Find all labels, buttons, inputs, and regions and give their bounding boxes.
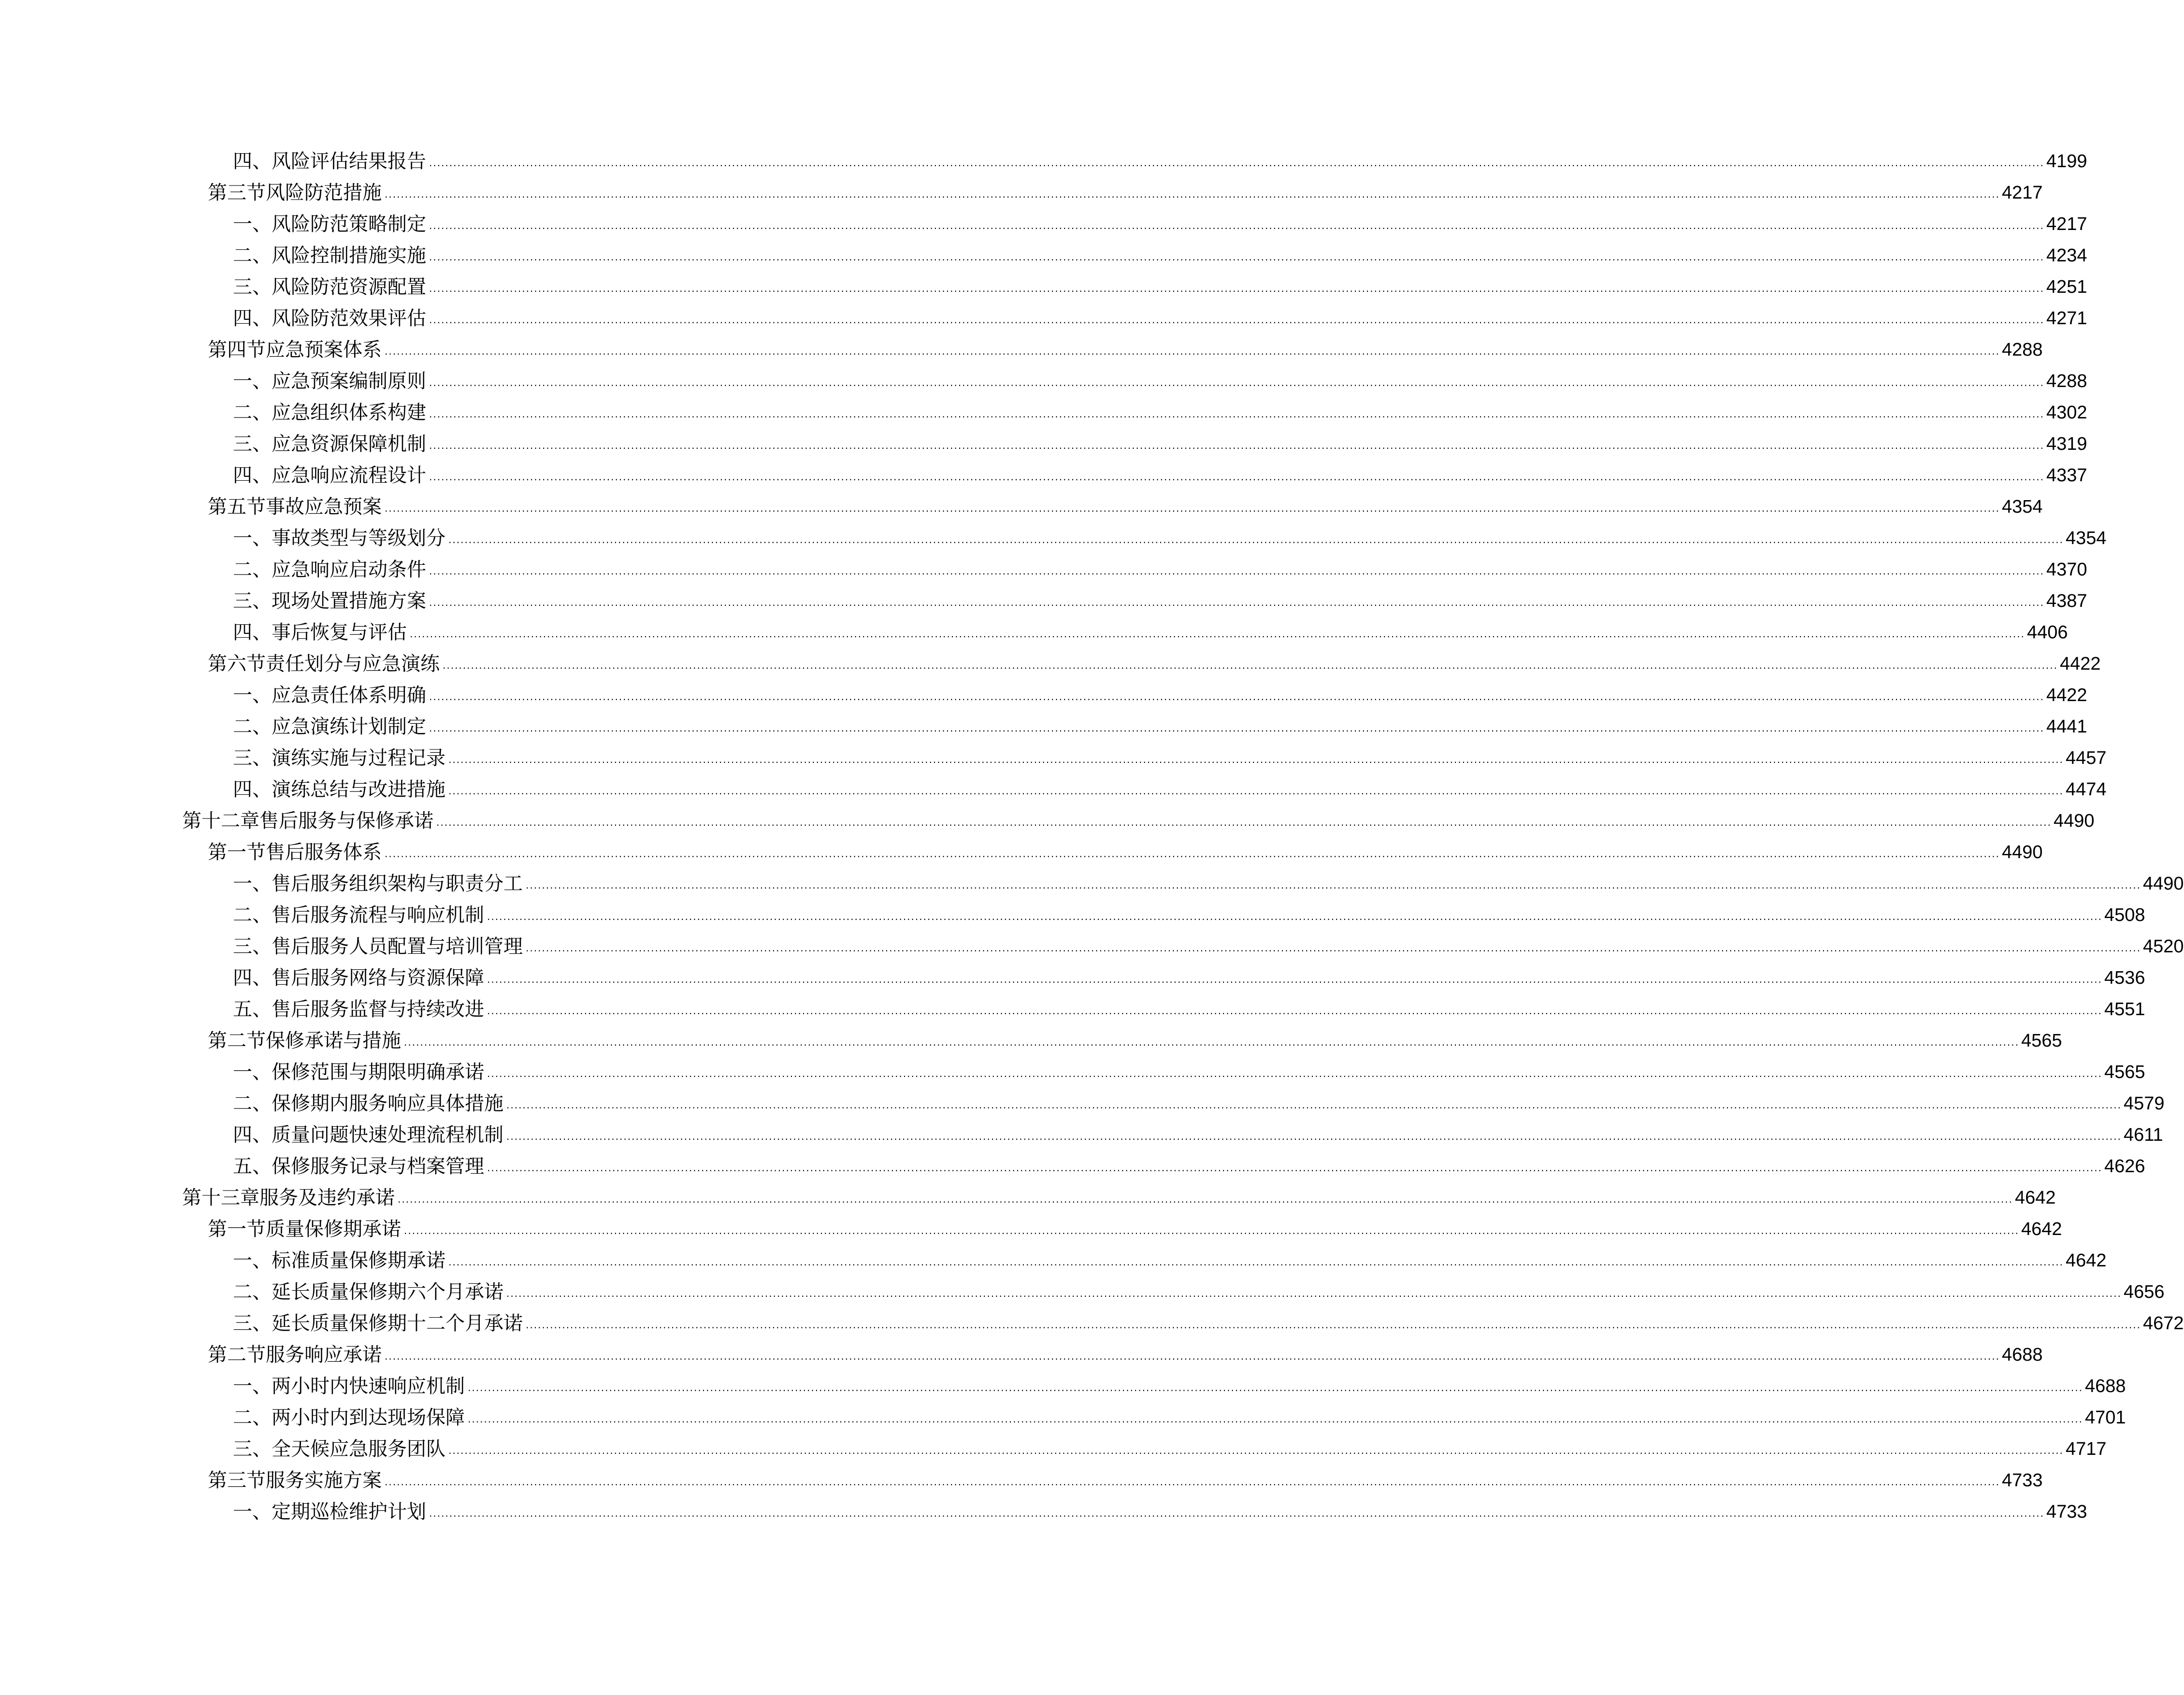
toc-entry-title: 三、售后服务人员配置与培训管理 — [233, 935, 523, 958]
toc-entry-title: 四、演练总结与改进措施 — [233, 778, 445, 801]
dot-leader: ................................................................................................................................................................................................................................................................................................................................................................................................................ — [404, 1036, 2019, 1048]
dot-leader: ................................................................................................................................................................................................................................................................................................................................................................................................................ — [506, 1099, 2122, 1111]
toc-entry-page-number: 4217 — [2046, 214, 2087, 234]
toc-entry-title: 二、应急组织体系构建 — [233, 402, 426, 424]
toc-entry-title: 四、风险防范效果评估 — [233, 307, 426, 330]
toc-subsection-entry[interactable] — [0, 554, 2087, 586]
toc-entry-page-number: 4271 — [2046, 308, 2087, 329]
toc-entry-page-number: 4733 — [2001, 1470, 2043, 1491]
toc-subsection-entry[interactable] — [0, 366, 2087, 397]
toc-subsection-entry[interactable] — [0, 303, 2087, 334]
dot-leader: ................................................................................................................................................................................................................................................................................................................................................................................................................ — [385, 188, 2000, 200]
toc-entry-page-number: 4490 — [2142, 874, 2184, 894]
toc-subsection-entry[interactable] — [0, 774, 2107, 805]
dot-leader: ................................................................................................................................................................................................................................................................................................................................................................................................................ — [429, 283, 2044, 294]
toc-entry-title: 二、售后服务流程与响应机制 — [233, 904, 484, 926]
toc-entry-title: 三、延长质量保修期十二个月承诺 — [233, 1312, 523, 1335]
toc-entry-title: 第十二章售后服务与保修承诺 — [182, 810, 433, 832]
toc-entry-page-number: 4611 — [2123, 1125, 2163, 1145]
table-of-contents — [0, 146, 2184, 1528]
toc-subsection-entry[interactable] — [0, 272, 2087, 303]
toc-entry-title: 一、保修范围与期限明确承诺 — [233, 1061, 484, 1083]
toc-subsection-entry[interactable] — [0, 931, 2184, 962]
toc-entry-title: 二、两小时内到达现场保障 — [233, 1407, 465, 1429]
toc-entry-title: 三、全天候应急服务团队 — [233, 1438, 445, 1460]
dot-leader: ................................................................................................................................................................................................................................................................................................................................................................................................................ — [385, 1350, 2000, 1362]
toc-subsection-entry[interactable] — [0, 240, 2087, 272]
dot-leader: ................................................................................................................................................................................................................................................................................................................................................................................................................ — [468, 1382, 2083, 1393]
dot-leader: ................................................................................................................................................................................................................................................................................................................................................................................................................ — [429, 377, 2044, 388]
toc-entry-page-number: 4701 — [2084, 1408, 2126, 1428]
toc-section-entry[interactable] — [0, 491, 2043, 523]
dot-leader: ................................................................................................................................................................................................................................................................................................................................................................................................................ — [487, 1162, 2102, 1174]
toc-subsection-entry[interactable] — [0, 1120, 2163, 1151]
toc-entry-page-number: 4406 — [2026, 622, 2068, 643]
toc-subsection-entry[interactable] — [0, 1371, 2126, 1402]
dot-leader: ................................................................................................................................................................................................................................................................................................................................................................................................................ — [448, 534, 2064, 546]
toc-entry-title: 第三节服务实施方案 — [208, 1469, 382, 1492]
toc-entry-title: 一、两小时内快速响应机制 — [233, 1375, 465, 1397]
toc-subsection-entry[interactable] — [0, 209, 2087, 240]
toc-entry-title: 第二节保修承诺与措施 — [208, 1030, 401, 1052]
toc-entry-page-number: 4457 — [2065, 748, 2107, 768]
toc-entry-title: 一、应急预案编制原则 — [233, 370, 426, 392]
toc-entry-page-number: 4672 — [2142, 1313, 2184, 1334]
dot-leader: ................................................................................................................................................................................................................................................................................................................................................................................................................ — [429, 1508, 2044, 1519]
toc-subsection-entry[interactable] — [0, 1151, 2145, 1182]
toc-subsection-entry[interactable] — [0, 1402, 2126, 1434]
dot-leader: ................................................................................................................................................................................................................................................................................................................................................................................................................ — [487, 1005, 2102, 1017]
dot-leader: ................................................................................................................................................................................................................................................................................................................................................................................................................ — [506, 1288, 2122, 1299]
dot-leader: ................................................................................................................................................................................................................................................................................................................................................................................................................ — [429, 691, 2044, 703]
toc-entry-title: 二、延长质量保修期六个月承诺 — [233, 1281, 503, 1303]
toc-entry-page-number: 4217 — [2001, 183, 2043, 203]
dot-leader: ................................................................................................................................................................................................................................................................................................................................................................................................................ — [385, 345, 2000, 357]
toc-entry-title: 三、演练实施与过程记录 — [233, 747, 445, 769]
dot-leader: ................................................................................................................................................................................................................................................................................................................................................................................................................ — [429, 440, 2044, 451]
dot-leader: ................................................................................................................................................................................................................................................................................................................................................................................................................ — [526, 879, 2141, 891]
dot-leader: ................................................................................................................................................................................................................................................................................................................................................................................................................ — [429, 722, 2044, 734]
toc-entry-title: 二、应急响应启动条件 — [233, 559, 426, 581]
dot-leader: ................................................................................................................................................................................................................................................................................................................................................................................................................ — [429, 597, 2044, 608]
toc-entry-title: 一、风险防范策略制定 — [233, 213, 426, 235]
toc-entry-page-number: 4199 — [2046, 151, 2087, 172]
toc-entry-title: 五、保修服务记录与档案管理 — [233, 1155, 484, 1178]
toc-entry-title: 五、售后服务监督与持续改进 — [233, 998, 484, 1020]
dot-leader: ................................................................................................................................................................................................................................................................................................................................................................................................................ — [429, 408, 2044, 420]
toc-entry-page-number: 4579 — [2123, 1093, 2165, 1114]
toc-chapter-entry[interactable] — [0, 805, 2095, 837]
toc-entry-page-number: 4733 — [2046, 1502, 2087, 1522]
toc-entry-page-number: 4642 — [2014, 1188, 2056, 1208]
toc-entry-page-number: 4354 — [2001, 497, 2043, 517]
dot-leader: ................................................................................................................................................................................................................................................................................................................................................................................................................ — [385, 503, 2000, 514]
toc-entry-title: 第四节应急预案体系 — [208, 339, 382, 361]
toc-entry-title: 一、事故类型与等级划分 — [233, 527, 445, 549]
toc-section-entry[interactable] — [0, 1465, 2043, 1496]
toc-subsection-entry[interactable] — [0, 146, 2087, 177]
dot-leader: ................................................................................................................................................................................................................................................................................................................................................................................................................ — [448, 1445, 2064, 1456]
toc-entry-page-number: 4626 — [2104, 1156, 2145, 1177]
toc-entry-page-number: 4474 — [2065, 779, 2107, 800]
toc-subsection-entry[interactable] — [0, 962, 2145, 994]
dot-leader: ................................................................................................................................................................................................................................................................................................................................................................................................................ — [487, 1068, 2102, 1079]
toc-entry-title: 四、应急响应流程设计 — [233, 464, 426, 487]
dot-leader: ................................................................................................................................................................................................................................................................................................................................................................................................................ — [398, 1193, 2013, 1205]
dot-leader: ................................................................................................................................................................................................................................................................................................................................................................................................................ — [429, 314, 2044, 326]
toc-section-entry[interactable] — [0, 648, 2101, 680]
toc-subsection-entry[interactable] — [0, 994, 2145, 1025]
toc-entry-page-number: 4387 — [2046, 591, 2087, 611]
toc-entry-page-number: 4688 — [2084, 1376, 2126, 1396]
toc-entry-page-number: 4490 — [2053, 811, 2095, 831]
dot-leader: ................................................................................................................................................................................................................................................................................................................................................................................................................ — [385, 1476, 2000, 1488]
dot-leader: ................................................................................................................................................................................................................................................................................................................................................................................................................ — [468, 1413, 2083, 1425]
dot-leader: ................................................................................................................................................................................................................................................................................................................................................................................................................ — [410, 628, 2025, 640]
toc-entry-title: 三、风险防范资源配置 — [233, 276, 426, 298]
dot-leader: ................................................................................................................................................................................................................................................................................................................................................................................................................ — [429, 220, 2044, 231]
toc-subsection-entry[interactable] — [0, 711, 2087, 743]
toc-section-entry[interactable] — [0, 1025, 2062, 1057]
dot-leader: ................................................................................................................................................................................................................................................................................................................................................................................................................ — [404, 1225, 2019, 1236]
toc-entry-page-number: 4422 — [2046, 685, 2087, 705]
toc-subsection-entry[interactable] — [0, 523, 2107, 554]
toc-entry-page-number: 4337 — [2046, 465, 2087, 486]
toc-subsection-entry[interactable] — [0, 1057, 2145, 1088]
toc-entry-page-number: 4642 — [2065, 1250, 2107, 1271]
toc-entry-page-number: 4319 — [2046, 434, 2087, 454]
toc-entry-title: 四、售后服务网络与资源保障 — [233, 967, 484, 989]
dot-leader: ................................................................................................................................................................................................................................................................................................................................................................................................................ — [448, 1256, 2064, 1268]
toc-subsection-entry[interactable] — [0, 743, 2107, 774]
dot-leader: ................................................................................................................................................................................................................................................................................................................................................................................................................ — [526, 1319, 2141, 1331]
toc-section-entry[interactable] — [0, 1214, 2062, 1245]
toc-chapter-entry[interactable] — [0, 1182, 2056, 1214]
toc-entry-title: 四、质量问题快速处理流程机制 — [233, 1124, 503, 1146]
toc-section-entry[interactable] — [0, 334, 2043, 366]
toc-entry-title: 第二节服务响应承诺 — [208, 1344, 382, 1366]
toc-subsection-entry[interactable] — [0, 586, 2087, 617]
toc-entry-title: 三、应急资源保障机制 — [233, 433, 426, 455]
toc-entry-title: 第十三章服务及违约承诺 — [182, 1187, 395, 1209]
toc-section-entry[interactable] — [0, 837, 2043, 868]
toc-entry-title: 一、定期巡检维护计划 — [233, 1501, 426, 1523]
toc-entry-title: 第一节售后服务体系 — [208, 841, 382, 863]
toc-entry-title: 二、保修期内服务响应具体措施 — [233, 1092, 503, 1115]
dot-leader: ................................................................................................................................................................................................................................................................................................................................................................................................................ — [436, 817, 2052, 828]
dot-leader: ................................................................................................................................................................................................................................................................................................................................................................................................................ — [448, 754, 2064, 765]
toc-entry-page-number: 4288 — [2046, 371, 2087, 391]
toc-entry-title: 四、风险评估结果报告 — [233, 150, 426, 172]
dot-leader: ................................................................................................................................................................................................................................................................................................................................................................................................................ — [429, 565, 2044, 577]
toc-entry-title: 四、事后恢复与评估 — [233, 621, 407, 644]
dot-leader: ................................................................................................................................................................................................................................................................................................................................................................................................................ — [506, 1131, 2122, 1142]
toc-subsection-entry[interactable] — [0, 460, 2087, 491]
toc-entry-title: 第五节事故应急预案 — [208, 496, 382, 518]
toc-entry-page-number: 4551 — [2104, 999, 2145, 1020]
toc-entry-title: 三、现场处置措施方案 — [233, 590, 426, 612]
toc-entry-title: 一、标准质量保修期承诺 — [233, 1250, 445, 1272]
toc-section-entry[interactable] — [0, 1339, 2043, 1371]
toc-entry-page-number: 4441 — [2046, 717, 2087, 737]
toc-entry-page-number: 4520 — [2142, 936, 2184, 957]
dot-leader: ................................................................................................................................................................................................................................................................................................................................................................................................................ — [526, 942, 2141, 954]
toc-subsection-entry[interactable] — [0, 1245, 2107, 1277]
toc-entry-title: 第一节质量保修期承诺 — [208, 1218, 401, 1240]
toc-subsection-entry[interactable] — [0, 1088, 2165, 1120]
toc-entry-page-number: 4642 — [2021, 1219, 2062, 1239]
dot-leader: ................................................................................................................................................................................................................................................................................................................................................................................................................ — [429, 471, 2044, 483]
dot-leader: ................................................................................................................................................................................................................................................................................................................................................................................................................ — [429, 251, 2044, 263]
toc-subsection-entry[interactable] — [0, 1434, 2107, 1465]
toc-subsection-entry[interactable] — [0, 900, 2145, 931]
toc-entry-page-number: 4565 — [2021, 1031, 2062, 1051]
toc-entry-title: 第三节风险防范措施 — [208, 182, 382, 204]
dot-leader: ................................................................................................................................................................................................................................................................................................................................................................................................................ — [448, 785, 2064, 797]
dot-leader: ................................................................................................................................................................................................................................................................................................................................................................................................................ — [385, 848, 2000, 860]
dot-leader: ................................................................................................................................................................................................................................................................................................................................................................................................................ — [487, 974, 2102, 985]
toc-entry-page-number: 4251 — [2046, 277, 2087, 297]
toc-subsection-entry[interactable] — [0, 680, 2087, 711]
toc-subsection-entry[interactable] — [0, 868, 2184, 900]
toc-subsection-entry[interactable] — [0, 1308, 2184, 1339]
toc-entry-title: 二、风险控制措施实施 — [233, 244, 426, 267]
toc-entry-page-number: 4536 — [2104, 968, 2145, 988]
toc-entry-page-number: 4354 — [2065, 528, 2107, 548]
toc-entry-page-number: 4717 — [2065, 1439, 2107, 1459]
toc-entry-page-number: 4234 — [2046, 245, 2087, 266]
toc-entry-page-number: 4656 — [2123, 1282, 2165, 1302]
toc-entry-page-number: 4508 — [2104, 905, 2145, 925]
dot-leader: ................................................................................................................................................................................................................................................................................................................................................................................................................ — [429, 157, 2044, 169]
toc-entry-page-number: 4370 — [2046, 560, 2087, 580]
toc-entry-title: 第六节责任划分与应急演练 — [208, 653, 440, 675]
toc-subsection-entry[interactable] — [0, 429, 2087, 460]
dot-leader: ................................................................................................................................................................................................................................................................................................................................................................................................................ — [487, 911, 2102, 922]
toc-entry-page-number: 4490 — [2001, 842, 2043, 862]
toc-entry-title: 一、应急责任体系明确 — [233, 684, 426, 706]
toc-entry-page-number: 4288 — [2001, 340, 2043, 360]
toc-entry-title: 一、售后服务组织架构与职责分工 — [233, 873, 523, 895]
toc-section-entry[interactable] — [0, 177, 2043, 209]
toc-subsection-entry[interactable] — [0, 397, 2087, 429]
dot-leader: ................................................................................................................................................................................................................................................................................................................................................................................................................ — [443, 660, 2058, 671]
toc-entry-page-number: 4565 — [2104, 1062, 2145, 1082]
toc-entry-page-number: 4688 — [2001, 1345, 2043, 1365]
toc-entry-page-number: 4422 — [2059, 654, 2101, 674]
toc-subsection-entry[interactable] — [0, 1277, 2165, 1308]
toc-entry-page-number: 4302 — [2046, 402, 2087, 423]
toc-entry-title: 二、应急演练计划制定 — [233, 716, 426, 738]
toc-subsection-entry[interactable] — [0, 1496, 2087, 1528]
toc-subsection-entry[interactable] — [0, 617, 2068, 648]
